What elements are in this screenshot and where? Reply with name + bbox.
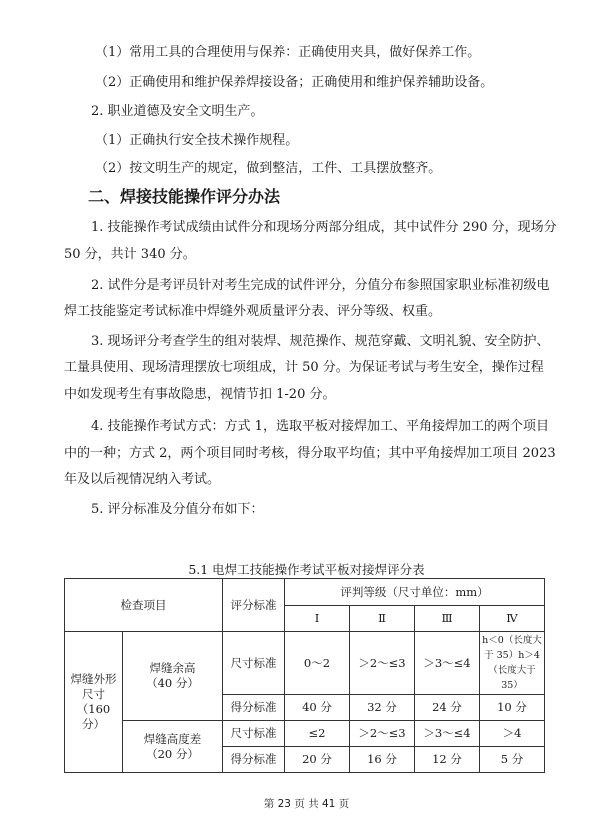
paragraph-equipment: （2）正确使用和维护保养焊接设备；正确使用和维护保养辅助设备。 xyxy=(95,75,494,90)
score-standard-label: 得分标准 xyxy=(223,695,285,721)
paragraph-score-composition-cont: 50 分，共计 340 分。 xyxy=(64,247,196,262)
table-cell: 20 分 xyxy=(285,747,350,773)
scoring-table xyxy=(64,578,545,773)
table-caption: 5.1 电焊工技能操作考试平板对接焊评分表 xyxy=(188,562,425,577)
paragraph-civilized-production: （2）按文明生产的规定，做到整洁，工件、工具摆放整齐。 xyxy=(95,161,442,176)
table-cell: ＞2～≤3 xyxy=(350,632,415,695)
paragraph-onsite-score-cont1: 工量具使用、现场清理摆放七项组成，计 50 分。为保证考试与考生安全，操作过程 xyxy=(64,360,544,375)
size-standard-label: 尺寸标准 xyxy=(223,632,285,695)
table-cell: 32 分 xyxy=(350,695,415,721)
table-cell: ＞2～≤3 xyxy=(350,721,415,747)
table-row xyxy=(65,721,545,747)
paragraph-ethics: 2. 职业道德及安全文明生产。 xyxy=(91,104,264,119)
paragraph-exam-method-cont2: 年及以后视情况纳入考试。 xyxy=(64,472,221,487)
table-cell: 10 分 xyxy=(480,695,545,721)
table-cell: h＜0（长度大于 35）h＞4（长度大于 35） xyxy=(480,632,545,695)
table-cell: 0～2 xyxy=(285,632,350,695)
paragraph-exam-method-cont1: 中的一种；方式 2，两个项目同时考核，得分取平均值；其中平角接焊加工项目 2023 xyxy=(64,446,556,461)
paragraph-exam-method: 4. 技能操作考试方式：方式 1，选取平板对接焊加工、平角接焊加工的两个项目 xyxy=(91,419,549,434)
page-number: 第 23 页 共 41 页 xyxy=(263,798,350,810)
item-name-weld-height-diff: 焊缝高度差 （20 分） xyxy=(123,721,223,773)
header-score-standard: 评分标准 xyxy=(223,579,285,632)
table-cell: ＞3～≤4 xyxy=(415,632,480,695)
table-cell: 16 分 xyxy=(350,747,415,773)
paragraph-tool-use: （1）常用工具的合理使用与保养：正确使用夹具，做好保养工作。 xyxy=(95,45,481,60)
paragraph-onsite-score-cont2: 中如发现考生有事故隐患，视情节扣 1-20 分。 xyxy=(64,387,336,402)
paragraph-safety-rules: （1）正确执行安全技术操作规程。 xyxy=(95,133,299,148)
paragraph-criteria-intro: 5. 评分标准及分值分布如下： xyxy=(91,502,264,517)
table-cell: 5 分 xyxy=(480,747,545,773)
size-standard-label: 尺寸标准 xyxy=(223,721,285,747)
table-cell: ＞3～≤4 xyxy=(415,721,480,747)
table-cell: 12 分 xyxy=(415,747,480,773)
grade-4: Ⅳ xyxy=(480,606,545,632)
table-header-row xyxy=(65,579,545,606)
item-name-weld-reinforcement: 焊缝余高 （40 分） xyxy=(123,632,223,721)
header-check-item: 检查项目 xyxy=(65,579,223,632)
score-standard-label: 得分标准 xyxy=(223,747,285,773)
table-cell: 40 分 xyxy=(285,695,350,721)
group-label: 焊缝外形 尺寸 （160 分） xyxy=(65,632,123,773)
paragraph-onsite-score: 3. 现场评分考查学生的组对装焊、规范操作、规范穿戴、文明礼貌、安全防护、 xyxy=(91,334,550,349)
table-row xyxy=(65,632,545,695)
grade-3: Ⅲ xyxy=(415,606,480,632)
table-cell: ＞4 xyxy=(480,721,545,747)
table-cell: 24 分 xyxy=(415,695,480,721)
section-heading: 二、焊接技能操作评分办法 xyxy=(88,187,281,206)
paragraph-score-composition: 1. 技能操作考试成绩由试件分和现场分两部分组成，其中试件分 290 分，现场分 xyxy=(91,220,557,235)
grade-2: Ⅱ xyxy=(350,606,415,632)
grade-1: Ⅰ xyxy=(285,606,350,632)
paragraph-specimen-score-cont: 焊工技能鉴定考试标准中焊缝外观质量评分表、评分等级、权重。 xyxy=(64,304,442,319)
header-grade-group: 评判等级（尺寸单位：mm） xyxy=(285,579,545,606)
table-cell: ≤2 xyxy=(285,721,350,747)
paragraph-specimen-score: 2. 试件分是考评员针对考生完成的试件评分，分值分布参照国家职业标准初级电 xyxy=(91,278,550,293)
